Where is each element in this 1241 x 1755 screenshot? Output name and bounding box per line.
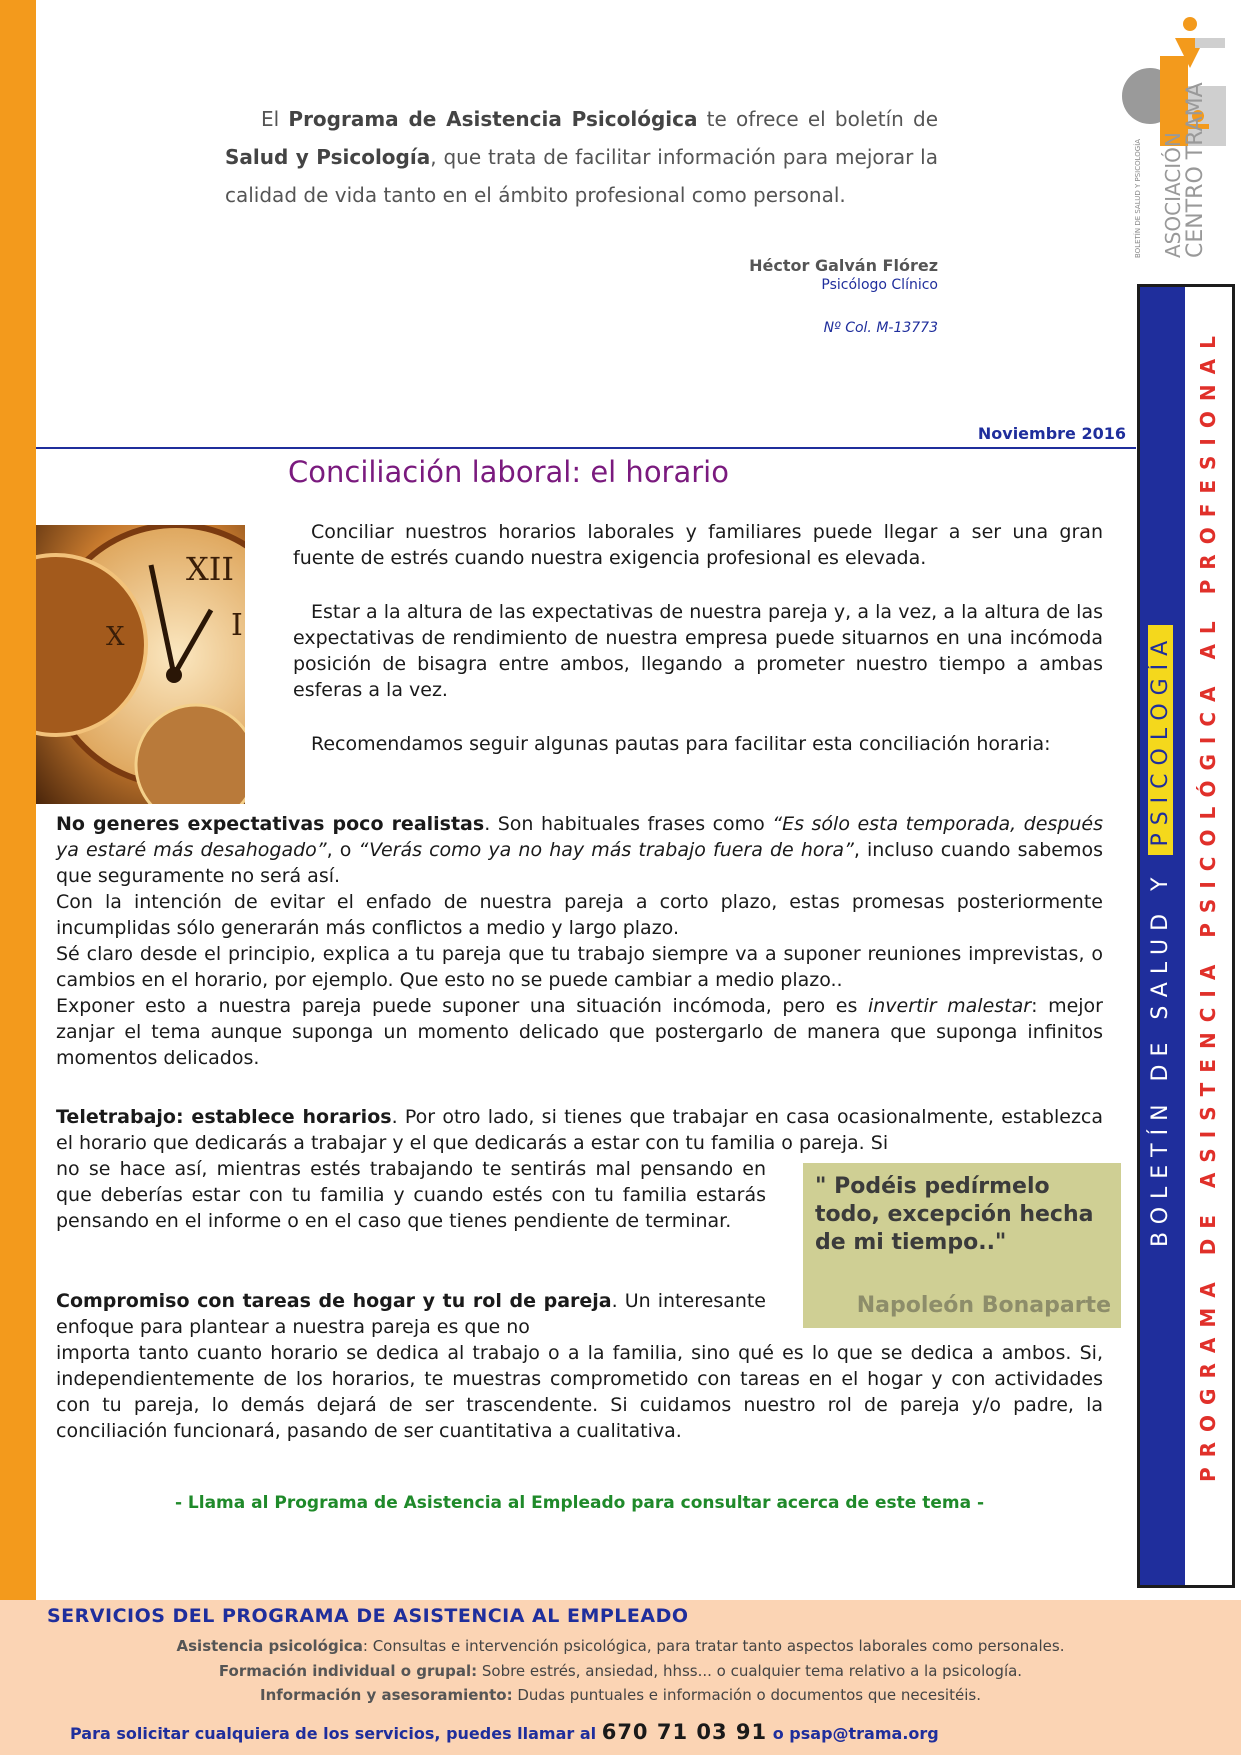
- signature-col-number: Nº Col. M-13773: [823, 320, 938, 336]
- paragraph-expectations: No generes expectativas poco realistas. Son habituales frases como “Es sólo esta temporada, después ya estaré más desahogado”, o “Verás como ya no hay más trabajo fuera de hora”, incluso cuando sabemos que seguramente no será así. Con la intención de evitar el enfado de nuestra pareja a corto plazo, estas promesas posteriormente incumplidas sólo generarán más conflictos a medio y largo plazo. Sé claro desde el principio, explica a tu pareja que tu trabajo siempre va a suponer reuniones imprevistas, o cambios en el horario, por ejemplo. Que esto no se puede cambiar a medio plazo.. Exponer esto a nuestra pareja puede suponer una situación incómoda, pero es invertir malestar: mejor zanjar el tema aunque suponga un momento delicado que postergarlo de manera que suponga infinitos momentos delicados.: [56, 813, 1103, 1069]
- paragraph-commitment-cont: importa tanto cuanto horario se dedica al trabajo o a la familia, sino qué es lo que se dedica a ambos. Si, independientemente de los horarios, te muestras comprometido con tareas en el hogar y con actividades con tu pareja, lo demás dejará de ser trascendente. Si cuidamos nuestro rol de pareja y/o padre, la conciliación funcionará, pasando de ser cuantitativa a cualitativa.: [56, 1342, 1103, 1442]
- paragraph-2: Estar a la altura de las expectativas de nuestra pareja y, a la vez, a la altura de las expectativas de rendimiento de nuestra empresa puede situarnos en una incómoda posición de bisagra entre ambos, llegando a prometer nuestro tiempo a ambas esferas a la vez.: [293, 601, 1103, 701]
- sidebar-highlight: PSICOLOGÍA: [1148, 625, 1173, 855]
- left-orange-bar: [0, 0, 36, 1755]
- footer-line-3: Información y asesoramiento: Dudas puntuales e información o documentos que necesitéis.: [260, 1686, 981, 1704]
- intro-text: El Programa de Asistencia Psicológica te ofrece el boletín de Salud y Psicología, que trata de facilitar información para mejorar la calidad de vida tanto en el ámbito profesional como personal.: [225, 107, 938, 207]
- sidebar-title: BOLETÍN DE SALUD Y PSICOLOGÍA: [1148, 247, 1173, 1247]
- callout-line: - Llama al Programa de Asistencia al Empleado para consultar acerca de este tema -: [174, 1493, 985, 1513]
- header-rule: [36, 447, 1136, 449]
- svg-text:XII: XII: [186, 550, 235, 588]
- paragraph-commitment: Compromiso con tareas de hogar y tu rol de pareja. Un interesante enfoque para plantear a nuestra pareja es que no: [56, 1290, 766, 1338]
- centro-trama-logo: [1120, 8, 1238, 258]
- logo-big-text-1: ASOCIACIÓN: [1161, 132, 1185, 258]
- clock-photo: [36, 525, 245, 804]
- footer-line-1: Asistencia psicológica: Consultas e intervención psicológica, para tratar tanto aspectos laborales como personales.: [176, 1637, 1065, 1655]
- quote-text: " Podéis pedírmelo todo, excepción hecha de mi tiempo..": [815, 1174, 1094, 1255]
- sidebar-subtitle: PROGRAMA DE ASISTENCIA PSICOLÓGICA AL PROFESIONAL: [1196, 326, 1220, 1482]
- paragraph-telework: Teletrabajo: establece horarios. Por otro lado, si tienes que trabajar en casa ocasionalmente, establezca el horario que dedicarás a trabajar y el que dedicarás a estar con tu familia o pareja. Si: [56, 1106, 1104, 1154]
- quote-author: Napoleón Bonaparte: [856, 1293, 1111, 1318]
- paragraph-1: Conciliar nuestros horarios laborales y familiares puede llegar a ser una gran fuente de estrés cuando nuestra exigencia profesional es elevada.: [293, 521, 1103, 569]
- footer-line-2: Formación individual o grupal: Sobre estrés, ansiedad, hhss... o cualquier tema relativo a la psicología.: [218, 1662, 1023, 1680]
- logo-big-text-2: CENTRO TRAMA: [1183, 82, 1208, 258]
- svg-text:X: X: [106, 622, 125, 652]
- article-title: Conciliación laboral: el horario: [288, 455, 729, 489]
- quote-box: [803, 1163, 1121, 1328]
- phone-number[interactable]: 670 71 03 91: [601, 1720, 768, 1744]
- signature-role: Psicólogo Clínico: [821, 277, 938, 293]
- contact-line: Para solicitar cualquiera de los servicios, puedes llamar al 670 71 03 91 o psap@trama.org: [70, 1720, 939, 1744]
- footer-title: SERVICIOS DEL PROGRAMA DE ASISTENCIA AL EMPLEADO: [47, 1605, 689, 1627]
- paragraph-telework-cont: no se hace así, mientras estés trabajando te sentirás mal pensando en que deberías estar con tu familia y cuando estés con tu familia estarás pensando en el informe o en el caso que tienes pendiente de terminar.: [56, 1158, 766, 1232]
- paragraph-3: Recomendamos seguir algunas pautas para facilitar esta conciliación horaria:: [311, 733, 1051, 755]
- svg-text:I: I: [231, 608, 243, 643]
- issue-date: Noviembre 2016: [977, 424, 1126, 443]
- email-link[interactable]: o psap@trama.org: [767, 1724, 939, 1743]
- signature-name: Héctor Galván Flórez: [749, 256, 938, 275]
- logo-small-text: BOLETÍN DE SALUD Y PSICOLOGÍA: [1134, 138, 1142, 258]
